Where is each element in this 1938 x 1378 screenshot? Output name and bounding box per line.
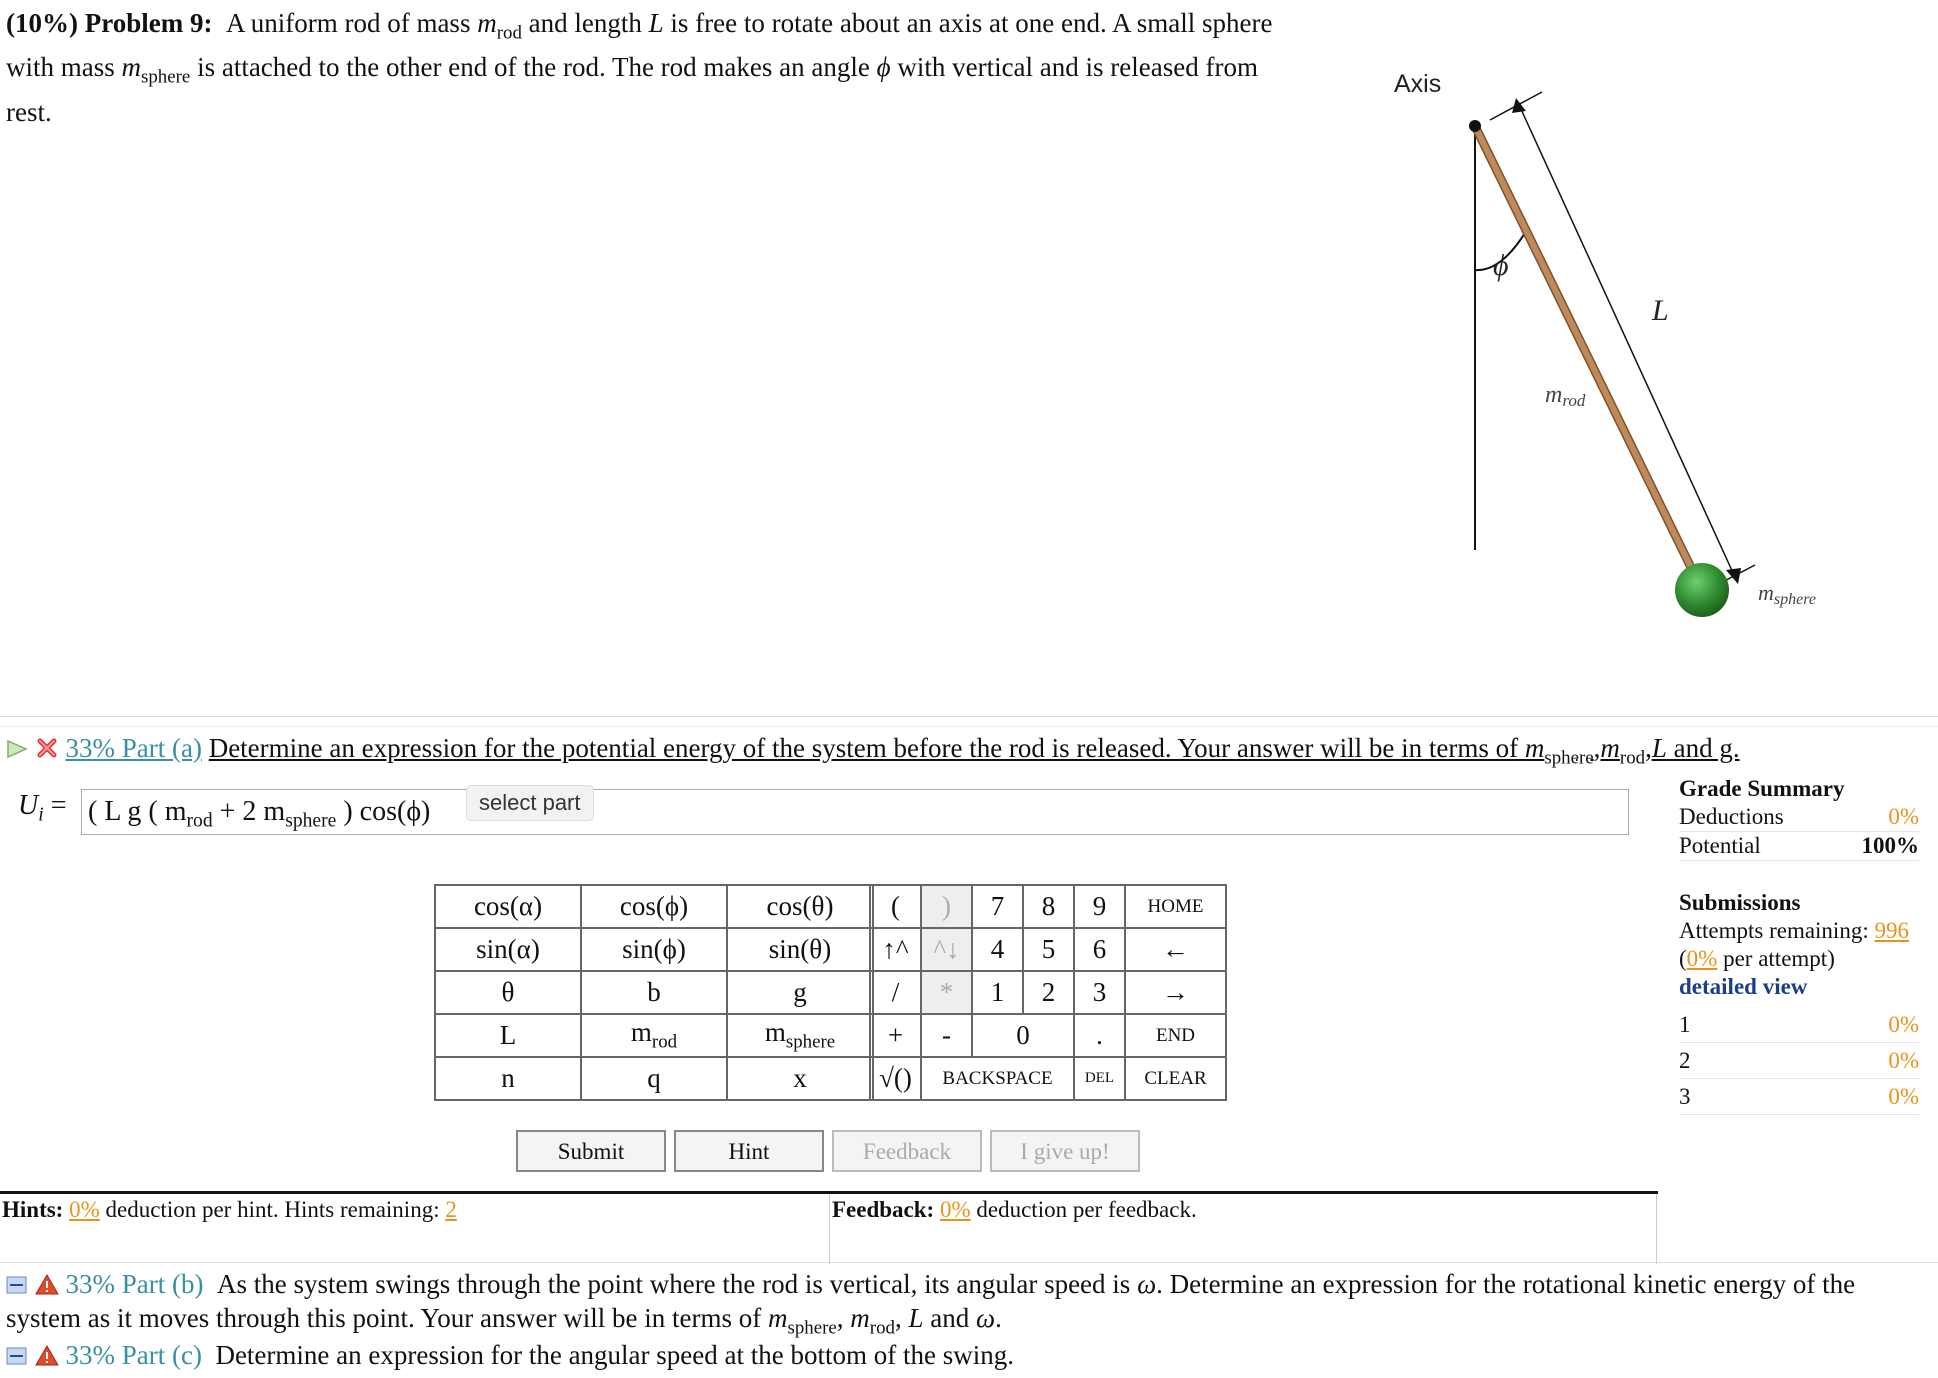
part-c-percent[interactable]: 33% Part (c) — [65, 1340, 202, 1370]
key-theta[interactable]: θ — [435, 971, 581, 1014]
attempts-label: Attempts remaining: — [1679, 918, 1869, 943]
key-minus[interactable]: - — [921, 1014, 972, 1057]
potential-value: 100% — [1861, 833, 1919, 858]
feedback-text: deduction per feedback. — [976, 1197, 1197, 1222]
problem-text-2: and length — [528, 8, 642, 38]
hint-button[interactable]: Hint — [674, 1130, 824, 1172]
sub-rod: rod — [1619, 747, 1646, 769]
warning-icon — [35, 1344, 59, 1366]
key-left-arrow[interactable]: ← — [1125, 928, 1226, 971]
expand-triangle-icon[interactable] — [6, 739, 28, 759]
divider — [0, 716, 1938, 717]
equals-sign: = — [50, 790, 67, 821]
problem-text-1: A uniform rod of mass — [225, 8, 471, 38]
sub-sphere: sphere — [1544, 747, 1594, 769]
pendulum-figure — [1350, 50, 1870, 630]
part-b-percent[interactable]: 33% Part (b) — [65, 1269, 204, 1299]
key-backspace[interactable]: BACKSPACE — [921, 1057, 1074, 1100]
key-m-sphere[interactable] — [727, 1014, 873, 1057]
answer-sub-sphere: sphere — [285, 810, 337, 832]
key-sin-phi[interactable]: sin(ϕ) — [581, 928, 727, 971]
hints-info — [2, 1197, 457, 1223]
and-g: and g. — [1673, 733, 1740, 763]
grade-summary-title: Grade Summary — [1679, 776, 1845, 801]
key-clear[interactable]: CLEAR — [1125, 1057, 1226, 1100]
key-0[interactable]: 0 — [972, 1014, 1074, 1057]
collapsed-box-icon[interactable] — [6, 1275, 28, 1295]
phi-label: ϕ — [1493, 249, 1509, 282]
problem-text-3: is free to rotate about an axis at one end. A small sphere with mass — [6, 8, 1273, 83]
potential-label: Potential — [1679, 833, 1761, 858]
submission-value: 0% — [1888, 1012, 1919, 1037]
key-plus[interactable]: + — [870, 1014, 921, 1057]
key-x[interactable]: x — [727, 1057, 873, 1100]
key-2[interactable]: 2 — [1023, 971, 1074, 1014]
key-end[interactable]: END — [1125, 1014, 1226, 1057]
var-omega: ω — [975, 1303, 996, 1333]
answer-text-1: ( L g ( m — [88, 796, 187, 827]
var-U: U — [18, 790, 39, 821]
key-b[interactable]: b — [581, 971, 727, 1014]
warning-icon — [35, 1273, 59, 1295]
answer-text-3: ) cos(ϕ) — [336, 796, 431, 827]
length-dimension-line — [1520, 107, 1734, 575]
per-attempt-value: 0% — [1686, 946, 1718, 971]
feedback-deduction: 0% — [939, 1197, 971, 1222]
sphere — [1675, 563, 1729, 617]
feedback-button[interactable]: Feedback — [832, 1130, 982, 1172]
deductions-value: 0% — [1888, 804, 1919, 829]
m-rod-label: mrod — [1545, 382, 1586, 410]
key-rparen[interactable]: ) — [921, 885, 972, 928]
hints-remaining: 2 — [445, 1197, 457, 1222]
problem-statement — [6, 6, 1296, 130]
part-c-header[interactable] — [6, 1338, 1934, 1372]
key-lparen[interactable]: ( — [870, 885, 921, 928]
key-1[interactable]: 1 — [972, 971, 1023, 1014]
key-multiply[interactable]: * — [921, 971, 972, 1014]
select-part-tooltip: select part — [466, 785, 594, 821]
key-L[interactable]: L — [435, 1014, 581, 1057]
m-sphere-label: msphere — [1758, 580, 1816, 608]
submission-row — [1679, 1043, 1919, 1079]
key-cos-alpha[interactable]: cos(α) — [435, 885, 581, 928]
key-divide[interactable]: / — [870, 971, 921, 1014]
part-b-text-2: . Determine an expression for the rotational kinetic energy of the system as it moves through this point. Your answer will be in terms of — [6, 1269, 1856, 1333]
key-sin-theta[interactable]: sin(θ) — [727, 928, 873, 971]
var-m: m — [121, 52, 142, 83]
incorrect-x-icon — [35, 736, 59, 760]
key-q[interactable]: q — [581, 1057, 727, 1100]
comma: , — [836, 1303, 844, 1333]
period: . — [995, 1303, 1002, 1333]
problem-title: Problem 9: — [84, 8, 213, 38]
submit-button[interactable]: Submit — [516, 1130, 666, 1172]
variable-keypad — [434, 884, 874, 1101]
sub-rod: rod — [651, 1031, 678, 1053]
hints-label: Hints: — [2, 1197, 64, 1222]
key-right-arrow[interactable]: → — [1125, 971, 1226, 1014]
attempts-value: 996 — [1874, 918, 1909, 943]
key-4[interactable]: 4 — [972, 928, 1023, 971]
key-up[interactable]: ↑^ — [870, 928, 921, 971]
submission-row — [1679, 1079, 1919, 1115]
hints-deduction: 0% — [69, 1197, 100, 1222]
submission-value: 0% — [1888, 1084, 1919, 1109]
var-L: L — [648, 8, 664, 38]
number-keypad — [869, 884, 1227, 1101]
submission-value: 0% — [1888, 1048, 1919, 1073]
feedback-info — [832, 1197, 1197, 1223]
comma: , — [894, 1303, 902, 1333]
sub-rod: rod — [869, 1317, 895, 1339]
key-m: m — [630, 1017, 652, 1048]
potential-row — [1679, 832, 1919, 861]
answer-input[interactable] — [81, 789, 1629, 835]
sub-sphere: sphere — [787, 1317, 837, 1339]
deductions-row — [1679, 803, 1919, 832]
per-attempt-text: per attempt) — [1723, 946, 1835, 971]
answer-sub-rod: rod — [186, 810, 213, 832]
arrow-head-top — [1512, 98, 1526, 113]
axis-label: Axis — [1394, 70, 1442, 98]
var-m: m — [477, 8, 497, 38]
key-m: m — [764, 1017, 786, 1048]
feedback-label: Feedback: — [832, 1197, 935, 1222]
key-down[interactable]: ^↓ — [921, 928, 972, 971]
collapsed-box-icon[interactable] — [6, 1346, 28, 1366]
key-5[interactable]: 5 — [1023, 928, 1074, 971]
L-label: L — [1652, 294, 1669, 327]
part-b-text-1: As the system swings through the point where the rod is vertical, its angular speed is — [216, 1269, 1131, 1299]
key-6[interactable]: 6 — [1074, 928, 1125, 971]
var-omega: ω — [1137, 1269, 1157, 1299]
arrow-head-bottom — [1726, 568, 1741, 584]
submissions-title: Submissions — [1679, 890, 1801, 915]
sub-i: i — [38, 804, 44, 826]
part-b-header[interactable] — [6, 1267, 1934, 1345]
problem-text-4: is attached to the other end of the rod. The rod makes an angle — [197, 52, 870, 83]
var-m: m — [767, 1303, 788, 1333]
part-a-percent[interactable]: 33% Part (a) — [65, 733, 202, 763]
sub-sphere: sphere — [141, 66, 191, 88]
attempts-row — [1679, 917, 1919, 945]
axis-pivot — [1469, 120, 1481, 132]
var-m: m — [850, 1303, 870, 1333]
key-7[interactable]: 7 — [972, 885, 1023, 928]
var-phi: ϕ — [876, 52, 891, 83]
var-L: L — [908, 1303, 924, 1333]
per-attempt-row — [1679, 945, 1919, 973]
key-cos-phi[interactable]: cos(ϕ) — [581, 885, 727, 928]
key-n[interactable]: n — [435, 1057, 581, 1100]
key-sqrt[interactable]: √() — [870, 1057, 921, 1100]
part-a-header[interactable] — [6, 731, 1936, 775]
rod — [1475, 126, 1702, 590]
and-word: and — [930, 1303, 970, 1333]
sub-rod: rod — [496, 22, 522, 44]
submission-row — [1679, 1007, 1919, 1043]
divider — [0, 1262, 1938, 1263]
key-dot[interactable]: . — [1074, 1014, 1125, 1057]
key-g[interactable]: g — [727, 971, 873, 1014]
key-del[interactable]: DEL — [1074, 1057, 1125, 1100]
answer-text-2: + 2 m — [212, 796, 286, 827]
key-home[interactable]: HOME — [1125, 885, 1226, 928]
problem-weight: (10%) — [6, 8, 78, 38]
comma: , — [1645, 733, 1652, 763]
deductions-label: Deductions — [1679, 804, 1784, 829]
key-m-rod[interactable] — [581, 1014, 727, 1057]
detailed-view-link[interactable]: detailed view — [1679, 974, 1808, 999]
var-L: L — [1651, 733, 1667, 763]
var-m: m — [1524, 733, 1545, 763]
divider — [0, 726, 1938, 727]
paren-open: ( — [1679, 946, 1687, 971]
submission-number: 3 — [1679, 1084, 1691, 1109]
key-8[interactable]: 8 — [1023, 885, 1074, 928]
submission-number: 2 — [1679, 1048, 1691, 1073]
key-9[interactable]: 9 — [1074, 885, 1125, 928]
answer-lhs — [18, 790, 66, 827]
part-a-question: Determine an expression for the potential energy of the system before the rod is released. Your answer will be in terms of — [208, 733, 1519, 763]
sub-sphere: sphere — [785, 1031, 836, 1053]
give-up-button[interactable]: I give up! — [990, 1130, 1140, 1172]
problem-text-5: with vertical and is released from rest. — [6, 52, 1258, 127]
part-c-text: Determine an expression for the angular speed at the bottom of the swing. — [215, 1340, 1014, 1370]
key-cos-theta[interactable]: cos(θ) — [727, 885, 873, 928]
grade-summary — [1679, 775, 1919, 1115]
key-sin-alpha[interactable]: sin(α) — [435, 928, 581, 971]
submission-number: 1 — [1679, 1012, 1691, 1037]
comma: , — [1593, 733, 1601, 763]
hints-text: deduction per hint. Hints remaining: — [105, 1197, 440, 1222]
var-m: m — [1600, 733, 1620, 763]
key-3[interactable]: 3 — [1074, 971, 1125, 1014]
